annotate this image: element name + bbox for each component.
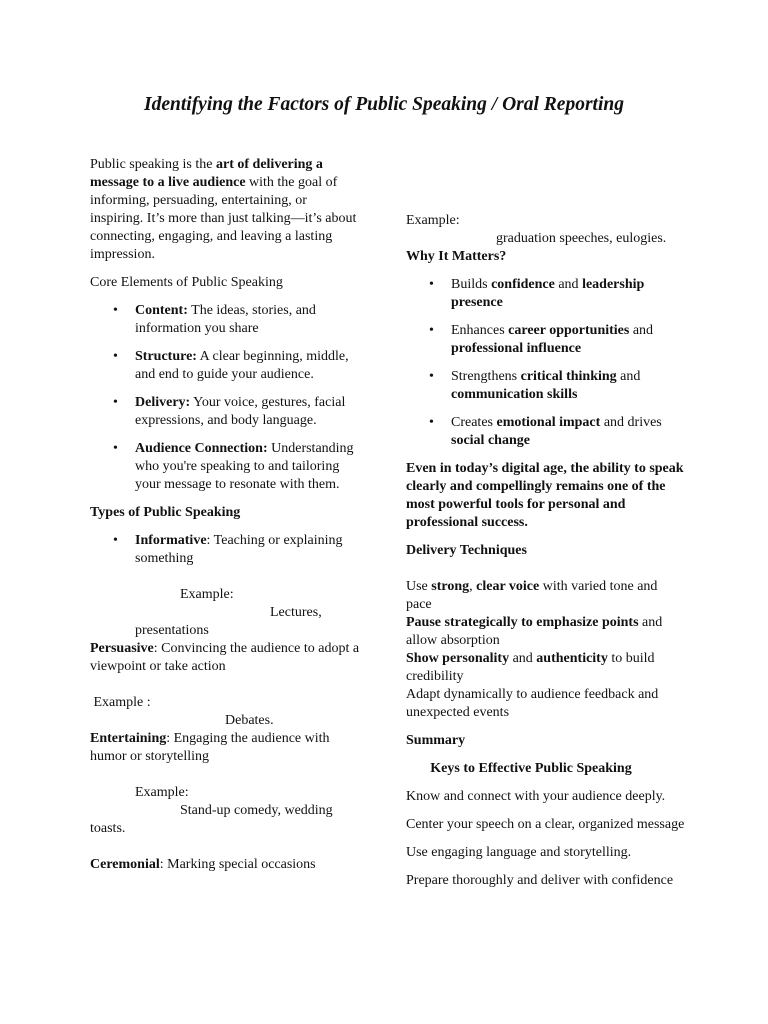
informative-example-text: Lectures,	[270, 605, 322, 620]
line-text: ,	[469, 579, 477, 594]
core-elements-list	[90, 302, 362, 494]
list-item	[90, 302, 362, 338]
item-emphasis: emotional impact	[496, 415, 601, 430]
item-text: and drives	[600, 415, 662, 430]
bullet-icon: •	[113, 441, 118, 456]
bullet-icon: •	[113, 395, 118, 410]
bullet-icon: •	[113, 533, 118, 548]
line-text: Adapt dynamically to audience feedback and unexpected events	[406, 687, 659, 720]
item-text: Builds	[451, 277, 492, 292]
item-text: and	[554, 277, 583, 292]
delivery-line	[406, 578, 686, 614]
types-heading: Types of Public Speaking	[90, 505, 241, 520]
list-item	[90, 348, 362, 384]
document-title: Identifying the Factors of Public Speaking / Oral Reporting	[144, 94, 624, 115]
item-label: Content:	[135, 303, 188, 318]
core-elements-heading: Core Elements of Public Speaking	[90, 275, 283, 290]
key-item: Prepare thoroughly and deliver with confidence	[406, 873, 674, 888]
item-text: and	[616, 369, 641, 384]
persuasive-example-label: Example :	[90, 695, 151, 710]
delivery-line	[406, 686, 686, 722]
persuasive-text: : Convincing the audience to adopt a viewpoint or take action	[90, 641, 360, 674]
item-label: Audience Connection:	[135, 441, 268, 456]
list-item	[90, 394, 362, 430]
line-text: and allow absorption	[406, 615, 663, 648]
item-text: Understanding who you're speaking to and tailoring your message to resonate with them.	[135, 441, 354, 492]
persuasive-label: Persuasive	[90, 641, 154, 656]
item-text: Strengthens	[451, 369, 521, 384]
summary-heading: Summary	[406, 733, 466, 748]
item-emphasis: career opportunities	[508, 323, 630, 338]
ceremonial-example-text: graduation speeches, eulogies.	[496, 231, 667, 246]
line-emphasis: Pause strategically to emphasize points	[406, 615, 639, 630]
informative-label: Informative	[135, 533, 207, 548]
bullet-icon: •	[429, 323, 434, 338]
delivery-line	[406, 650, 686, 686]
list-item	[406, 414, 686, 450]
item-text: Your voice, gestures, facial expressions, and body language.	[135, 395, 346, 428]
delivery-line	[406, 614, 686, 650]
line-emphasis: authenticity	[536, 651, 608, 666]
informative-text: : Teaching or explaining something	[135, 533, 343, 566]
intro-emphasis: art of delivering a message to a live audience	[90, 157, 323, 190]
bullet-icon: •	[113, 303, 118, 318]
ceremonial-example-label: Example:	[406, 213, 460, 228]
key-item: Know and connect with your audience deeply.	[406, 789, 666, 804]
keys-heading: Keys to Effective Public Speaking	[430, 761, 632, 776]
bullet-icon: •	[429, 369, 434, 384]
left-column	[90, 156, 362, 874]
item-emphasis: confidence	[491, 277, 555, 292]
informative-example-text-continued: presentations	[135, 623, 209, 638]
line-text: Use	[406, 579, 432, 594]
ceremonial-label: Ceremonial	[90, 857, 160, 872]
list-item	[90, 532, 362, 568]
item-text: Enhances	[451, 323, 509, 338]
item-emphasis: leadership presence	[451, 277, 645, 310]
key-item: Center your speech on a clear, organized message	[406, 817, 685, 832]
item-label: Structure:	[135, 349, 197, 364]
persuasive-example-text: Debates.	[225, 713, 274, 728]
bullet-icon: •	[429, 415, 434, 430]
ceremonial-text: : Marking special occasions	[159, 857, 316, 872]
item-text: and	[629, 323, 654, 338]
line-emphasis: Show personality	[406, 651, 510, 666]
entertaining-example-text: Stand-up comedy, wedding	[180, 803, 333, 818]
list-item	[90, 440, 362, 494]
informative-example-label: Example:	[180, 587, 234, 602]
why-heading: Why It Matters?	[406, 249, 507, 264]
item-text: Creates	[451, 415, 497, 430]
delivery-heading: Delivery Techniques	[406, 543, 527, 558]
why-list	[406, 276, 686, 450]
list-item	[406, 322, 686, 358]
delivery-techniques	[406, 578, 686, 722]
entertaining-example-label: Example:	[135, 785, 189, 800]
intro-paragraph	[90, 156, 362, 264]
line-emphasis: clear voice	[476, 579, 540, 594]
entertaining-label: Entertaining	[90, 731, 167, 746]
entertaining-paragraph	[90, 730, 362, 766]
ceremonial-paragraph	[90, 856, 362, 874]
bullet-icon: •	[429, 277, 434, 292]
key-item: Use engaging language and storytelling.	[406, 845, 632, 860]
right-column	[406, 212, 686, 900]
line-text: to build credibility	[406, 651, 655, 684]
entertaining-text: : Engaging the audience with humor or storytelling	[90, 731, 330, 764]
intro-text-continued: with the goal of informing, persuading, entertaining, or inspiring. It’s more than just talking—it’s about connecting, engaging, and leaving a lasting impression.	[90, 175, 357, 262]
item-text: A clear beginning, middle, and end to guide your audience.	[135, 349, 349, 382]
line-text: with varied tone and pace	[406, 579, 658, 612]
persuasive-paragraph	[90, 640, 362, 676]
digital-age-paragraph: Even in today’s digital age, the ability to speak clearly and compellingly remains one of the most powerful tools for personal and professional success.	[406, 461, 684, 530]
bullet-icon: •	[113, 349, 118, 364]
item-text: The ideas, stories, and information you share	[135, 303, 316, 336]
intro-text: Public speaking is the	[90, 157, 216, 172]
item-emphasis: critical thinking	[520, 369, 617, 384]
item-emphasis: social change	[451, 433, 530, 448]
list-item	[406, 368, 686, 404]
line-emphasis: strong	[431, 579, 470, 594]
list-item	[406, 276, 686, 312]
item-emphasis: professional influence	[451, 341, 582, 356]
line-text: and	[509, 651, 537, 666]
item-emphasis: communication skills	[451, 387, 578, 402]
types-list	[90, 532, 362, 568]
item-label: Delivery:	[135, 395, 191, 410]
entertaining-example-text-continued: toasts.	[90, 821, 126, 836]
